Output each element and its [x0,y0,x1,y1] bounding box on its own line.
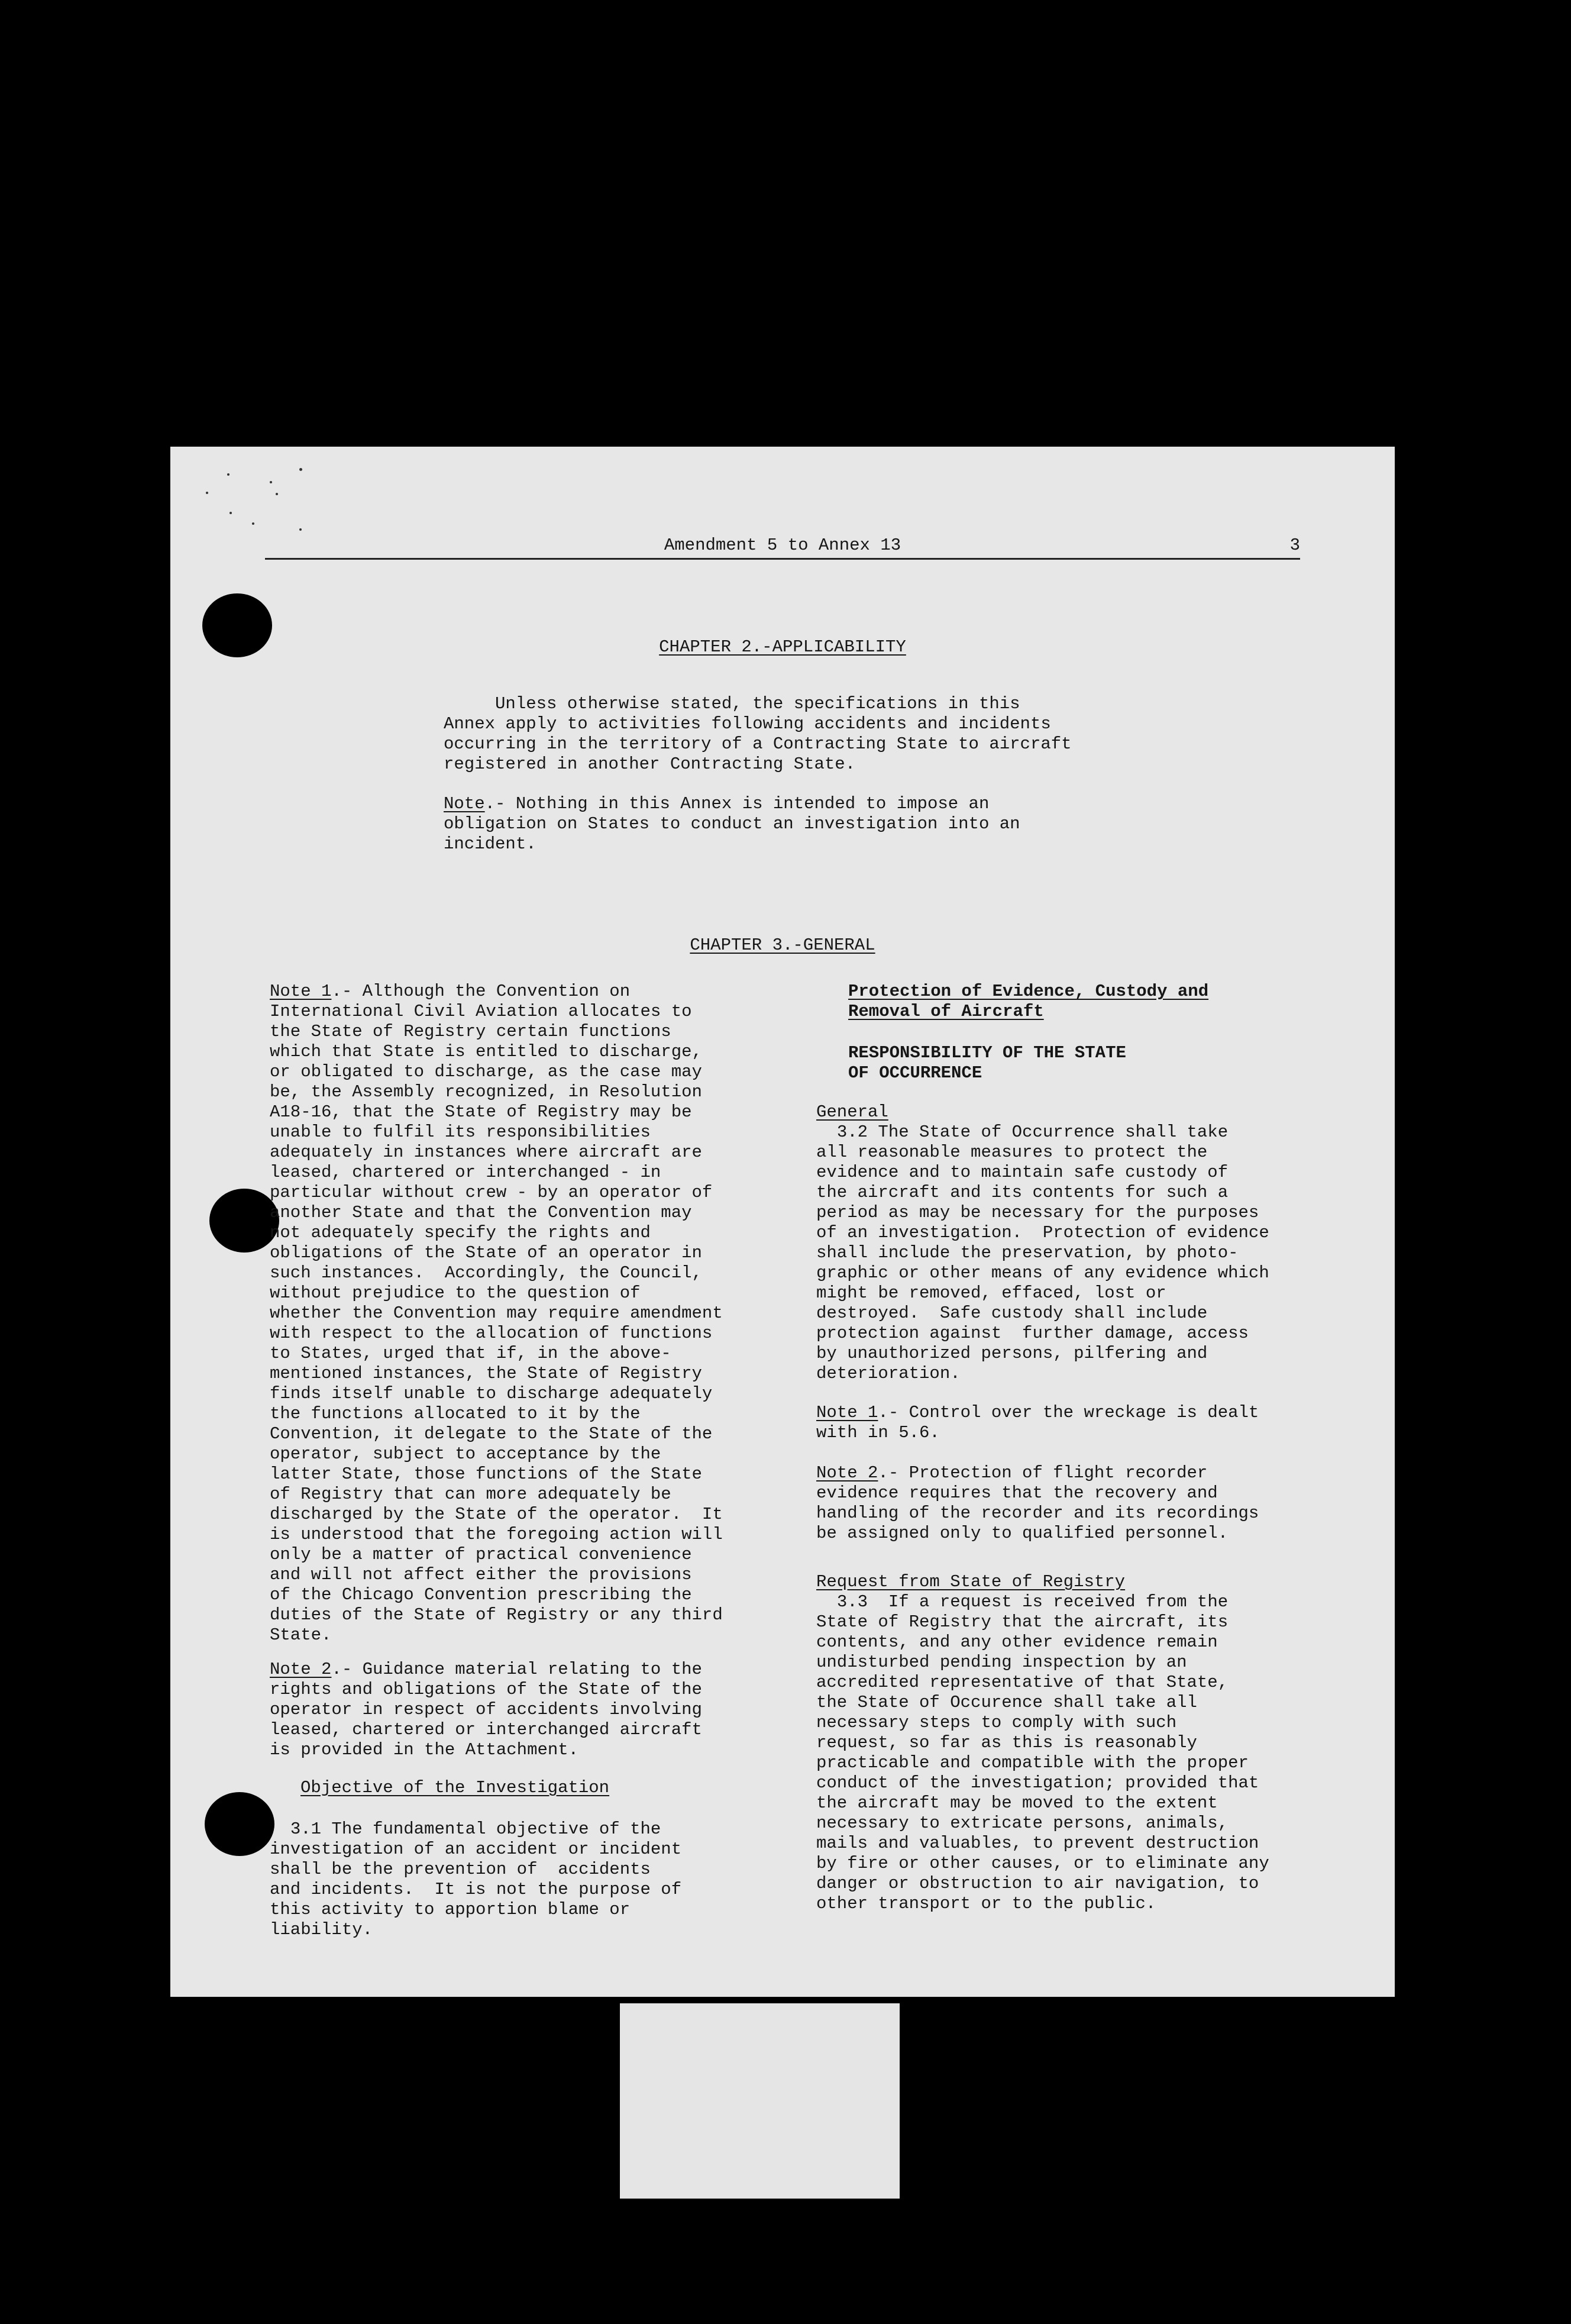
general-heading: General [816,1102,888,1122]
paragraph-3-1: 3.1 The fundamental objective of the investigation of an accident or incident shall be the prevention of accidents and incidents. It is not the purpose of this activity to apportion blame or liability. [270,1819,682,1939]
chapter-2-body: Unless otherwise stated, the specifications in this Annex apply to activities following accidents and incidents occurring in the territory of a Contracting State to aircraft registered in another Contracting State. [444,694,1072,774]
note-text: .- Protection of flight recorder evidence requires that the recovery and handling of the recorder and its recordings be assigned only to qualified personnel. [816,1463,1259,1543]
left-note-1 [270,982,723,1645]
note-text: .- Control over the wreckage is dealt with in 5.6. [816,1403,1259,1442]
paragraph-3-3: 3.3 If a request is received from the State of Registry that the aircraft, its contents, and any other evidence remain undisturbed pending inspection by an accredited representative of that State, the State of Occurence shall take all necessary steps to comply with such request, so far as this is reasonably practicable and compatible with the proper conduct of the investigation; provided that the aircraft may be moved to the extent necessary to extricate persons, animals, mails and valuables, to prevent destruction by fire or other causes, or to eliminate any danger or obstruction to air navigation, to other transport or to the public. [816,1592,1269,1913]
left-note-2 [270,1660,702,1760]
speck [276,493,278,495]
speck [299,468,302,471]
paper-slip [620,2003,900,2199]
note-text: .- Nothing in this Annex is intended to impose an obligation on States to conduct an investigation into an incident. [444,794,1020,854]
paragraph-3-2: 3.2 The State of Occurrence shall take all reasonable measures to protect the evidence and to maintain safe custody of the aircraft and its contents for such a period as may be necessary for the purposes of an investigation. Protection of evidence shall include the preservation, by photo- graphic or other means of any evidence which might be removed, effaced, lost or destroyed. Safe custody shall include protection against further damage, access by unauthorized persons, pilfering and deterioration. [816,1122,1269,1383]
note-label: Note [444,794,485,814]
punch-hole [209,1189,279,1253]
responsibility-heading: RESPONSIBILITY OF THE STATE OF OCCURRENCE [848,1043,1126,1083]
objective-heading: Objective of the Investigation [300,1778,610,1797]
protection-heading: Protection of Evidence, Custody and Removal of Aircraft [848,982,1209,1021]
page-number: 3 [1289,535,1300,555]
speck [229,512,232,514]
chapter-2-note [444,794,1020,854]
punch-hole [205,1792,274,1856]
right-note-2 [816,1463,1259,1544]
note-label: Note 2 [816,1463,878,1483]
note-text: .- Although the Convention on International Civil Aviation allocates to the State of Registry certain functions which that State is entitled to discharge, or obligated to discharge, as the case may be, the Assembly recognized, in Resolution A18-16, that the State of Registry may be unable to fulfil its responsibilities adequately in instances where aircraft are leased, chartered or interchanged - in particular without crew - by an operator of another State and that the Convention may not adequately specify the rights and obligations of the State of an operator in such instances. Accordingly, the Council, without prejudice to the question of whether the Convention may require amendment with respect to the allocation of functions to States, urged that if, in the above- mentioned instances, the State of Registry finds itself unable to discharge adequately the functions allocated to it by the Convention, it delegate to the State of the operator, subject to acceptance by the latter State, those functions of the State of Registry that can more adequately be discharged by the State of the operator. It is understood that the foregoing action will only be a matter of practical convenience and will not affect either the provisions of the Chicago Convention prescribing the duties of the State of Registry or any third State. [270,982,723,1645]
speck [206,492,208,494]
header-title: Amendment 5 to Annex 13 [664,535,901,555]
speck [252,522,254,525]
right-note-1 [816,1403,1259,1443]
note-label: Note 1 [270,982,332,1001]
speck [299,528,302,531]
speck [270,481,272,483]
chapter-3-title: CHAPTER 3.-GENERAL [690,935,875,955]
request-heading: Request from State of Registry [816,1572,1126,1592]
document-page [170,447,1395,1997]
note-label: Note 2 [270,1660,332,1679]
speck [227,473,229,476]
note-label: Note 1 [816,1403,878,1422]
note-text: .- Guidance material relating to the rights and obligations of the State of the operator in respect of accidents involving leased, chartered or interchanged aircraft is provided in the Attachment. [270,1660,702,1760]
chapter-2-title: CHAPTER 2.-APPLICABILITY [659,637,906,657]
running-header [265,535,1300,560]
